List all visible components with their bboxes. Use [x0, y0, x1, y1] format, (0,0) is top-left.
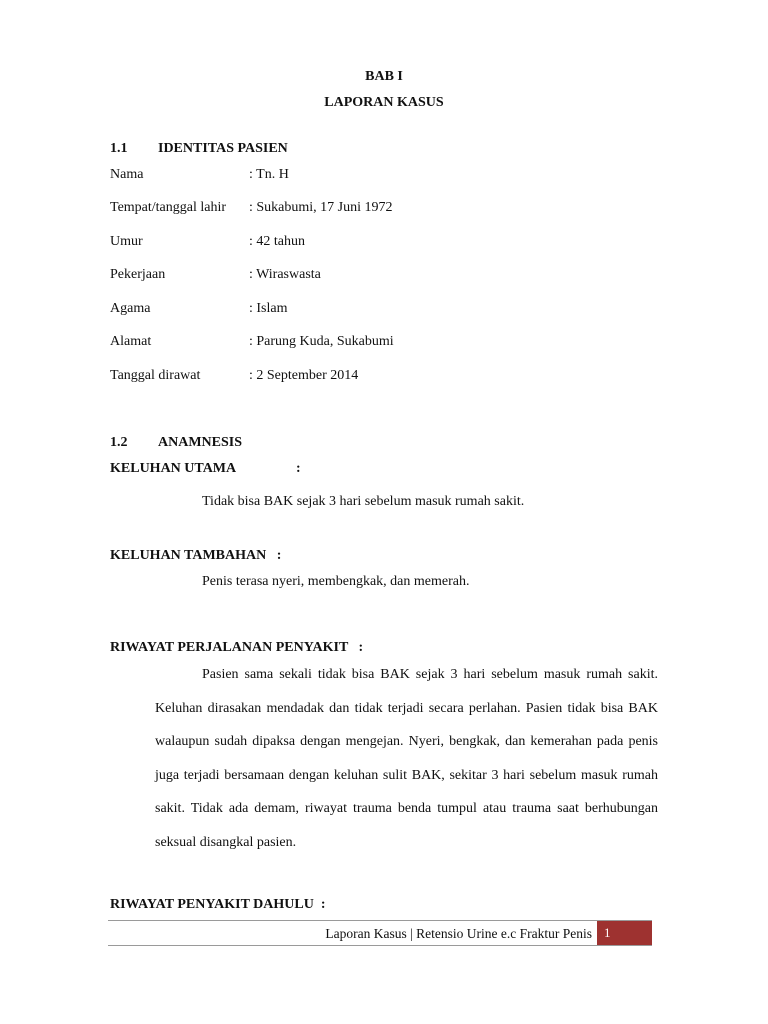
keluhan-tambahan-heading: KELUHAN TAMBAHAN :: [110, 548, 282, 563]
identity-value: : 42 tahun: [249, 234, 305, 249]
identity-value: : Parung Kuda, Sukabumi: [249, 334, 394, 349]
riwayat-perjalanan-paragraph: [155, 658, 658, 860]
riwayat-dahulu-heading: RIWAYAT PENYAKIT DAHULU :: [110, 897, 326, 912]
identity-label: Nama: [110, 167, 144, 182]
keluhan-utama-heading: KELUHAN UTAMA: [110, 461, 237, 476]
keluhan-utama-colon: :: [296, 461, 301, 476]
footer-bottom-rule: [108, 945, 652, 946]
footer-top-rule: [108, 920, 652, 921]
identity-value: : 2 September 2014: [249, 368, 359, 383]
identity-value: : Islam: [249, 301, 288, 316]
keluhan-tambahan-text: Penis terasa nyeri, membengkak, dan memerah.: [202, 574, 470, 589]
riwayat-perjalanan-heading: RIWAYAT PERJALANAN PENYAKIT :: [110, 640, 364, 655]
chapter-title: LAPORAN KASUS: [324, 95, 444, 110]
identity-label: Tanggal dirawat: [110, 368, 201, 383]
identity-value: : Tn. H: [249, 167, 289, 182]
page-number: 1: [604, 925, 611, 940]
riwayat-perjalanan-text: Pasien sama sekali tidak bisa BAK sejak 3 hari sebelum masuk rumah sakit. Keluhan dirasakan mendadak dan tidak terjadi secara perlahan. Pasien tidak bisa BAK walaupun sudah dipaksa dengan mengejan. Nyeri, bengkak, dan kemerahan pada penis juga terjadi bersamaan dengan keluhan sulit BAK, sekitar 3 hari sebelum masuk rumah sakit. Tidak ada demam, riwayat trauma benda tumpul atau trauma saat berhubungan seksual disangkal pasien.: [155, 667, 658, 850]
page-number-badge: [597, 921, 652, 945]
section-number-identitas: 1.1: [110, 141, 128, 156]
identity-label: Umur: [110, 234, 143, 249]
keluhan-utama-text: Tidak bisa BAK sejak 3 hari sebelum masuk rumah sakit.: [202, 494, 525, 509]
section-number-anamnesis: 1.2: [110, 435, 128, 450]
identity-label: Pekerjaan: [110, 267, 166, 282]
identity-label: Agama: [110, 301, 151, 316]
identity-label: Alamat: [110, 334, 152, 349]
chapter-number: BAB I: [365, 69, 403, 84]
identity-value: : Wiraswasta: [249, 267, 321, 282]
footer-title: Laporan Kasus | Retensio Urine e.c Fraktur Penis: [325, 926, 592, 941]
section-title-anamnesis: ANAMNESIS: [158, 435, 243, 450]
identity-value: : Sukabumi, 17 Juni 1972: [249, 200, 393, 215]
section-title-identitas: IDENTITAS PASIEN: [158, 141, 288, 156]
identity-label: Tempat/tanggal lahir: [110, 200, 227, 215]
